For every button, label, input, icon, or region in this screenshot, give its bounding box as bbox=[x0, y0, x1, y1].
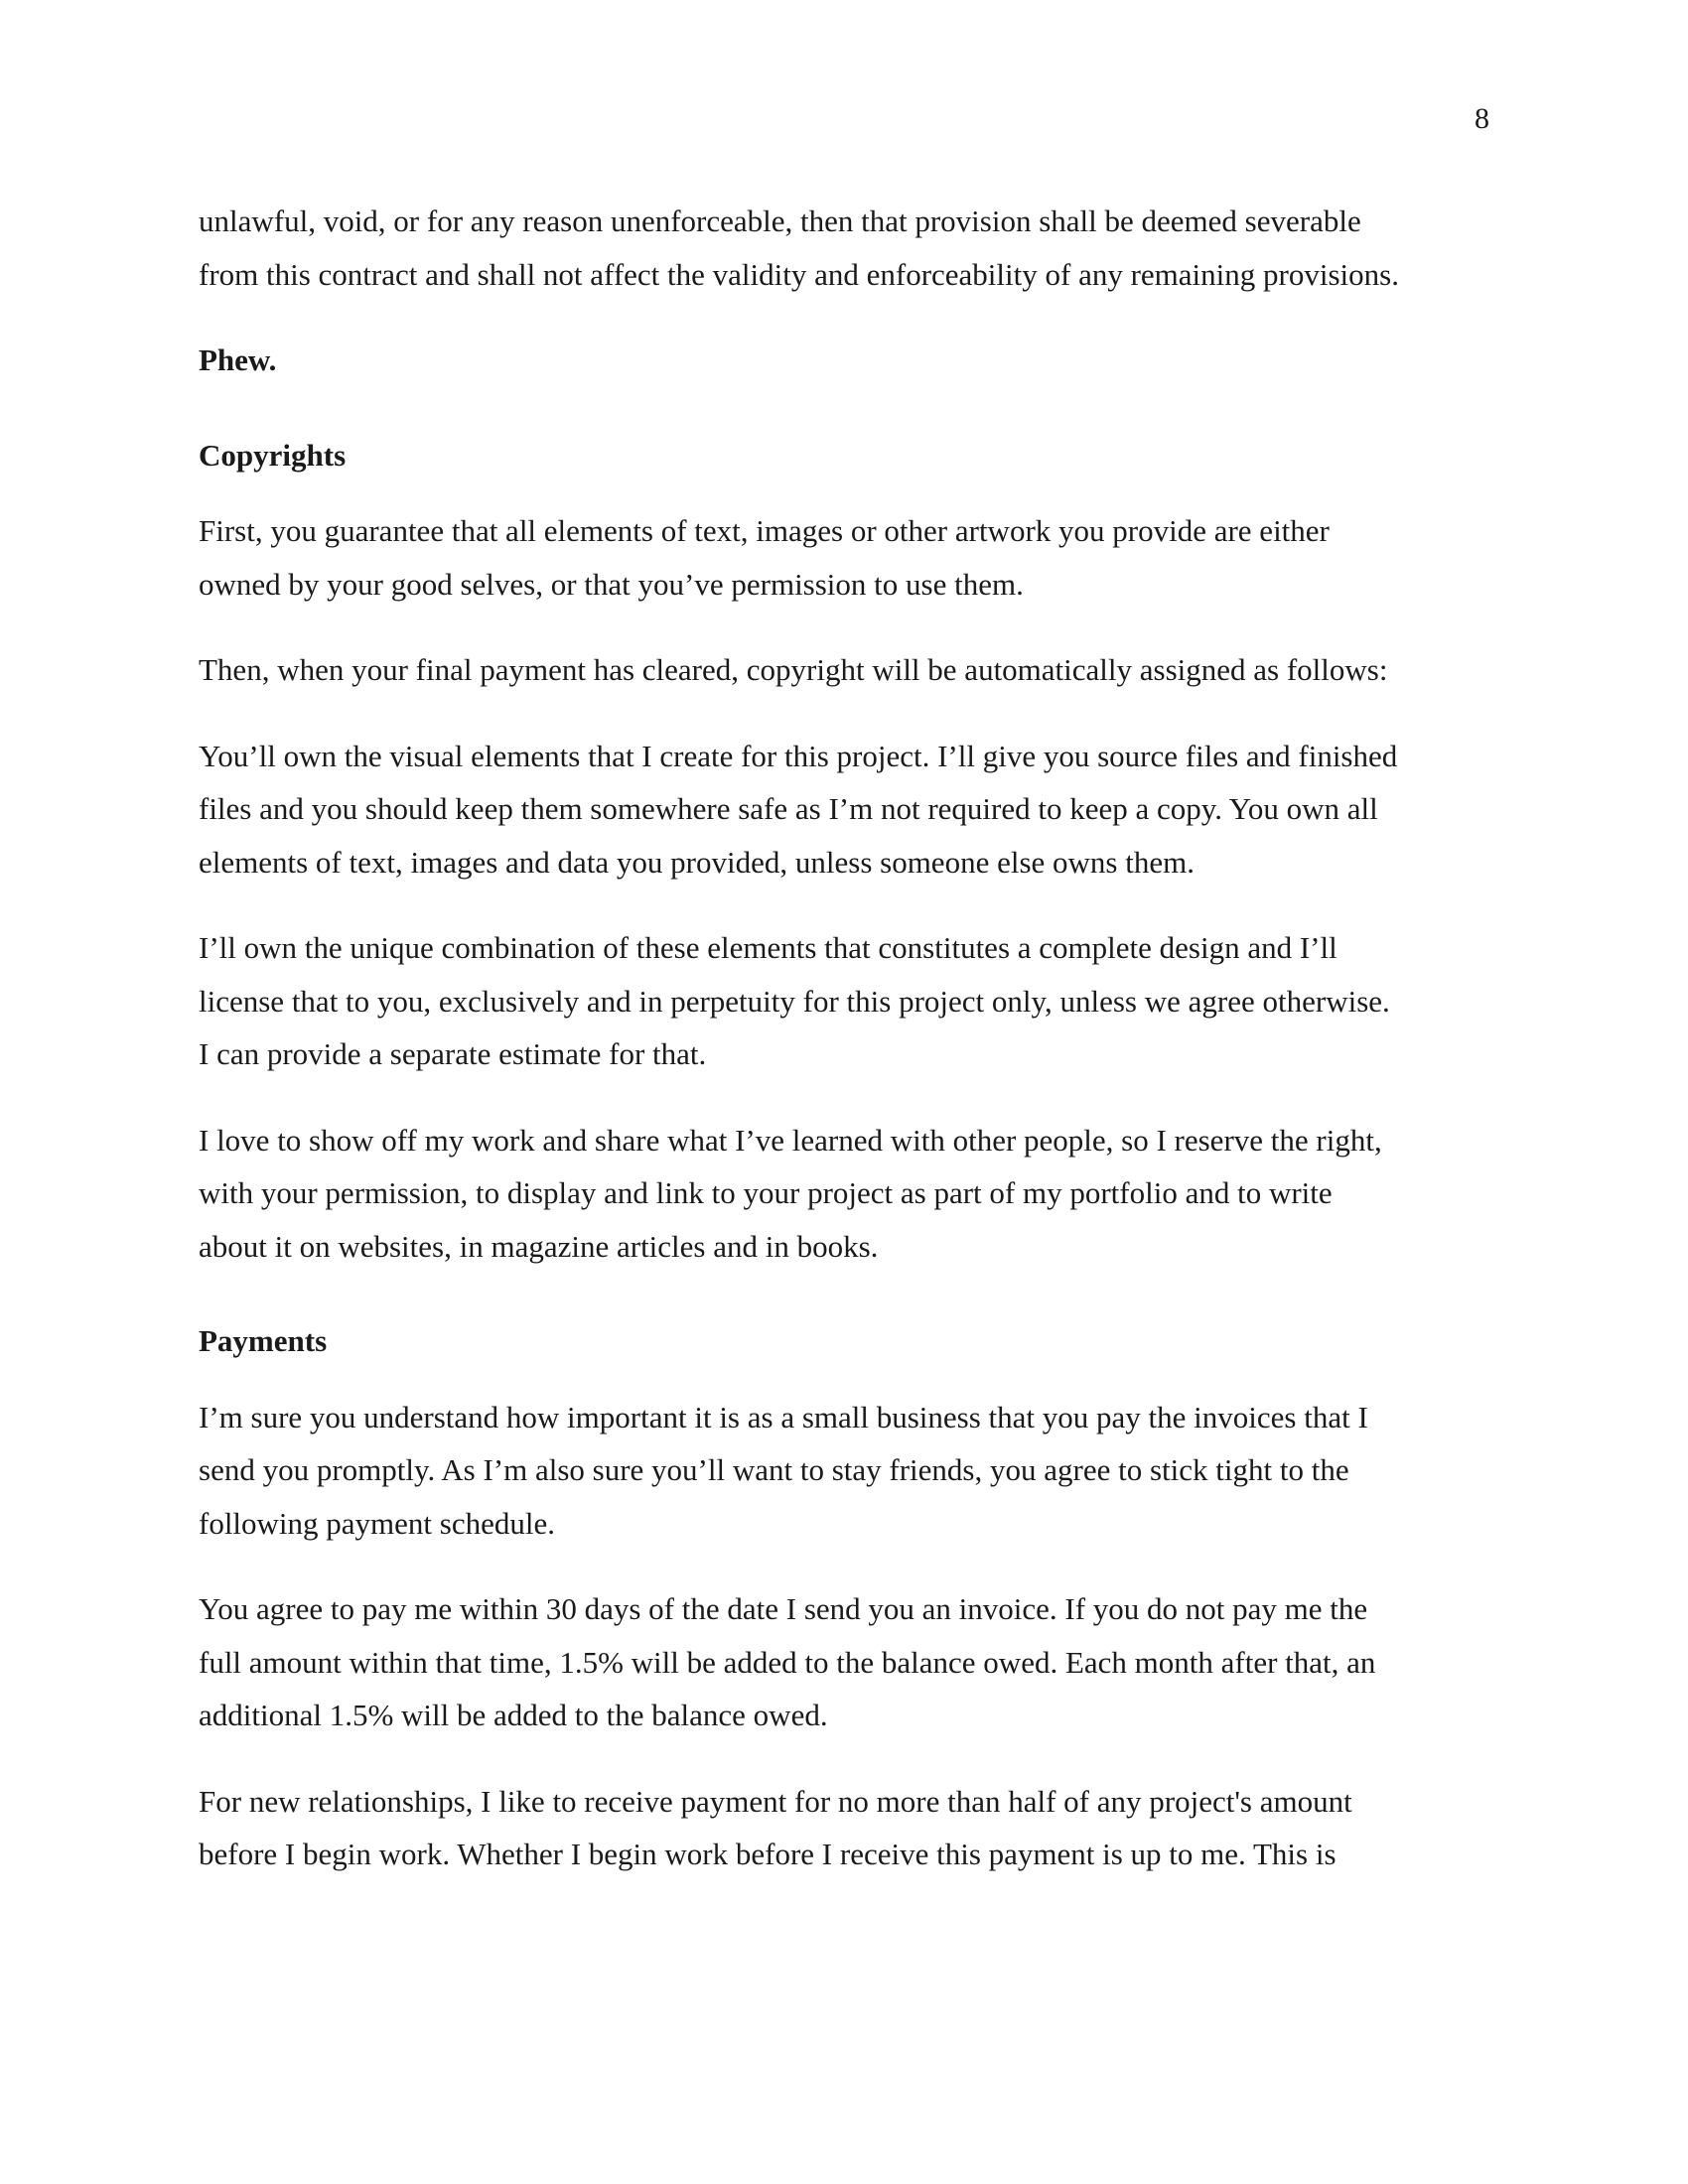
page-number: 8 bbox=[1475, 102, 1489, 135]
text-line: send you promptly. As I’m also sure you’ll want to stay friends, you agree to stick tight to the bbox=[199, 1452, 1349, 1487]
text-line: before I begin work. Whether I begin work before I receive this payment is up to me. This is bbox=[199, 1837, 1336, 1871]
paragraph-copyright-assignment bbox=[199, 643, 1493, 697]
text-line: about it on websites, in magazine articles and in books. bbox=[199, 1228, 879, 1264]
phew-text: Phew. bbox=[199, 342, 277, 377]
paragraph-payment-terms bbox=[199, 1582, 1493, 1742]
paragraph-license bbox=[199, 921, 1493, 1081]
text-line: elements of text, images and data you provided, unless someone else owns them. bbox=[199, 844, 1195, 880]
text-line: additional 1.5% will be added to the balance owed. bbox=[199, 1698, 828, 1732]
text-line: following payment schedule. bbox=[199, 1505, 555, 1541]
paragraph-portfolio bbox=[199, 1114, 1493, 1274]
text-line: Then, when your final payment has cleared, copyright will be automatically assigned as follows: bbox=[199, 652, 1388, 687]
section-heading-copyrights: Copyrights bbox=[199, 437, 347, 473]
text-line: You agree to pay me within 30 days of the date I send you an invoice. If you do not pay me the bbox=[199, 1591, 1368, 1626]
text-line: For new relationships, I like to receive payment for no more than half of any project's amount bbox=[199, 1783, 1352, 1819]
text-line: with your permission, to display and link to your project as part of my portfolio and to write bbox=[199, 1175, 1333, 1210]
text-line: owned by your good selves, or that you’ve permission to use them. bbox=[199, 566, 1024, 602]
paragraph-invoices bbox=[199, 1391, 1493, 1551]
text-line: I love to show off my work and share what I’ve learned with other people, so I reserve the right, bbox=[199, 1122, 1382, 1158]
text-line: unlawful, void, or for any reason unenforceable, then that provision shall be deemed severable bbox=[199, 204, 1361, 238]
text-line: full amount within that time, 1.5% will be added to the balance owed. Each month after that, an bbox=[199, 1644, 1376, 1680]
section-heading-payments: Payments bbox=[199, 1323, 328, 1358]
paragraph-new-relationships bbox=[199, 1775, 1493, 1881]
text-line: files and you should keep them somewhere safe as I’m not required to keep a copy. You own all bbox=[199, 791, 1378, 826]
text-line: I can provide a separate estimate for that. bbox=[199, 1036, 707, 1071]
text-line: license that to you, exclusively and in perpetuity for this project only, unless we agree otherwise. bbox=[199, 983, 1390, 1019]
text-line: I’m sure you understand how important it is as a small business that you pay the invoices that I bbox=[199, 1399, 1368, 1434]
paragraph-severability bbox=[199, 195, 1493, 301]
text-line: I’ll own the unique combination of these elements that constitutes a complete design and I’ll bbox=[199, 930, 1337, 965]
paragraph-guarantee bbox=[199, 504, 1493, 611]
text-line: First, you guarantee that all elements of text, images or other artwork you provide are either bbox=[199, 513, 1330, 548]
page-content bbox=[199, 195, 1493, 1881]
text-line: from this contract and shall not affect the validity and enforceability of any remaining provisions. bbox=[199, 256, 1399, 292]
text-line: You’ll own the visual elements that I create for this project. I’ll give you source files and finished bbox=[199, 738, 1398, 773]
paragraph-visual-elements bbox=[199, 730, 1493, 889]
